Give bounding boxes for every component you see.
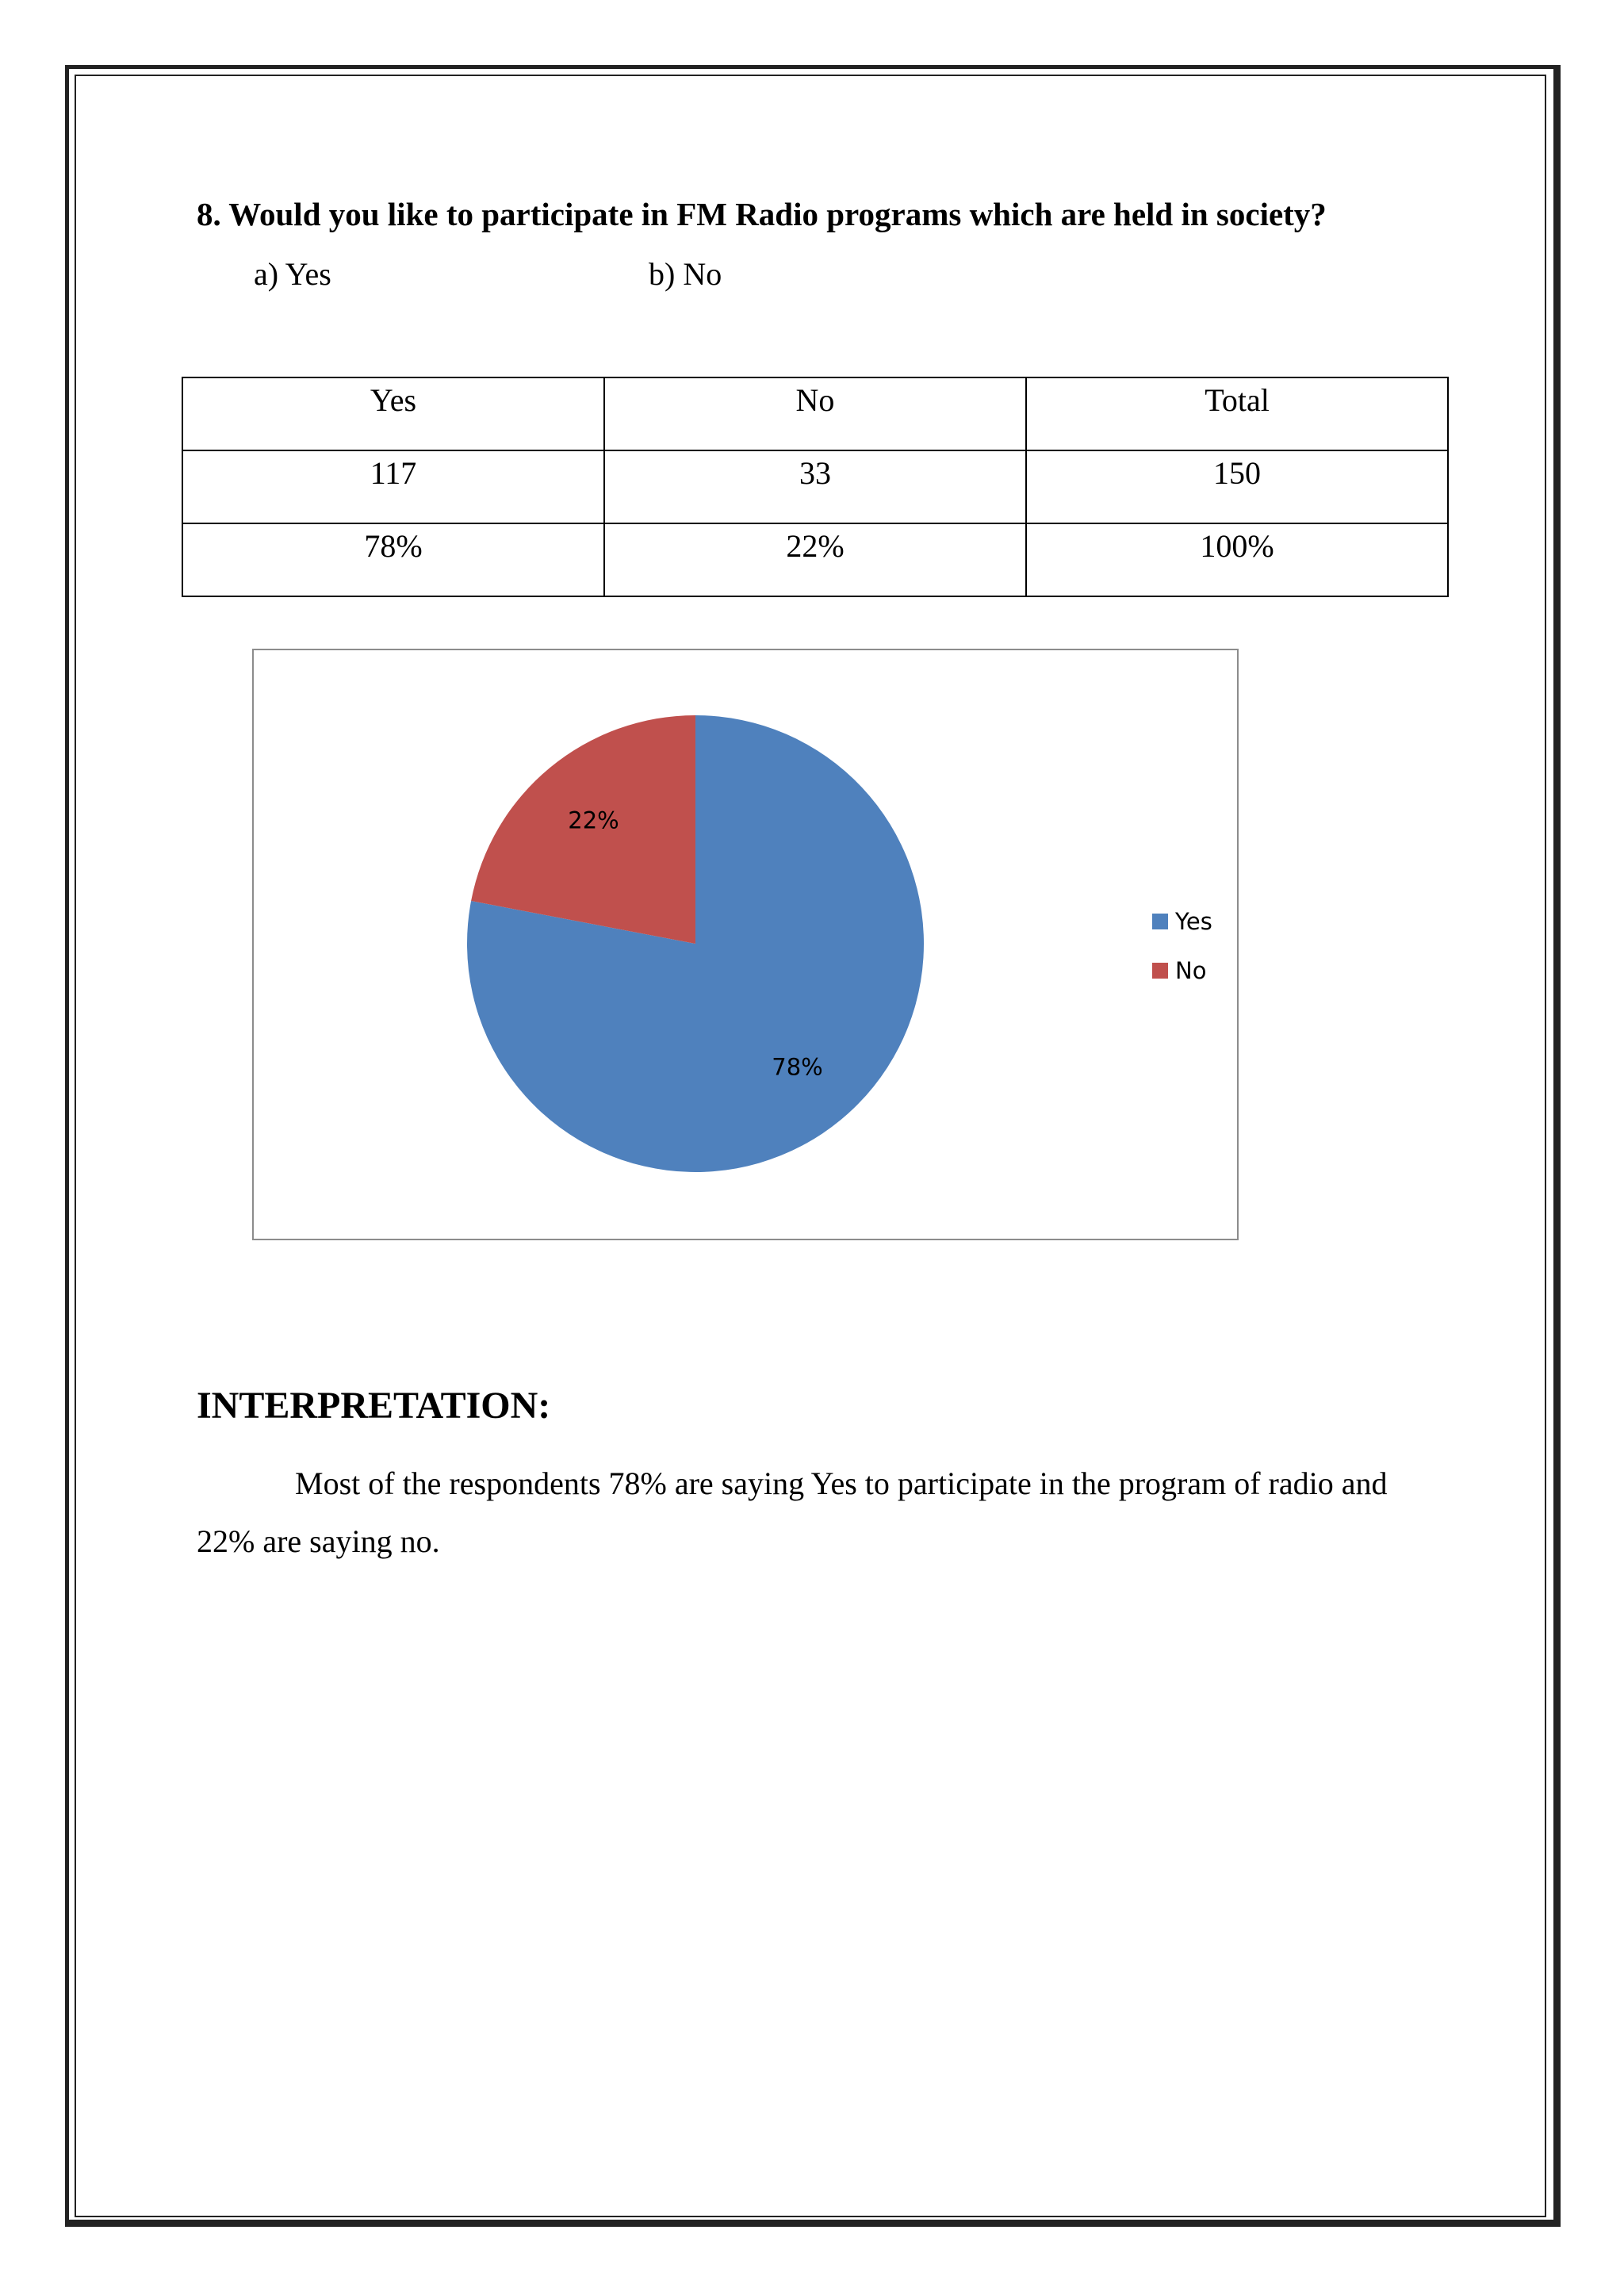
header-no: No: [604, 377, 1026, 450]
question-title: 8. Would you like to participate in FM Radio programs which are held in society?: [197, 196, 1327, 232]
table-row: [182, 523, 1448, 596]
cell-count-no: 33: [604, 450, 1026, 523]
cell-count-total: 150: [1026, 450, 1448, 523]
pie-chart: [254, 650, 1237, 1239]
interpretation-heading: INTERPRETATION:: [197, 1385, 551, 1427]
legend-label-no: No: [1175, 957, 1207, 984]
cell-pct-yes: 78%: [182, 523, 604, 596]
header-total: Total: [1026, 377, 1448, 450]
cell-pct-no: 22%: [604, 523, 1026, 596]
pie-label-no: 22%: [568, 807, 619, 834]
pie-label-yes: 78%: [772, 1053, 823, 1081]
cell-count-yes: 117: [182, 450, 604, 523]
table-header-row: [182, 377, 1448, 450]
legend-swatch-yes: [1152, 914, 1168, 929]
interpretation-body: Most of the respondents 78% are saying Yes to participate in the program of radio and 22% are saying no.: [197, 1466, 1388, 1559]
legend-label-yes: Yes: [1175, 908, 1212, 935]
table-row: [182, 450, 1448, 523]
pie-chart-frame: [252, 649, 1239, 1240]
option-b: b) No: [649, 256, 722, 292]
cell-pct-total: 100%: [1026, 523, 1448, 596]
header-yes: Yes: [182, 377, 604, 450]
option-a: a) Yes: [254, 256, 331, 292]
response-table: [182, 377, 1449, 597]
legend-swatch-no: [1152, 963, 1168, 979]
interpretation-text: [197, 1454, 1402, 1570]
